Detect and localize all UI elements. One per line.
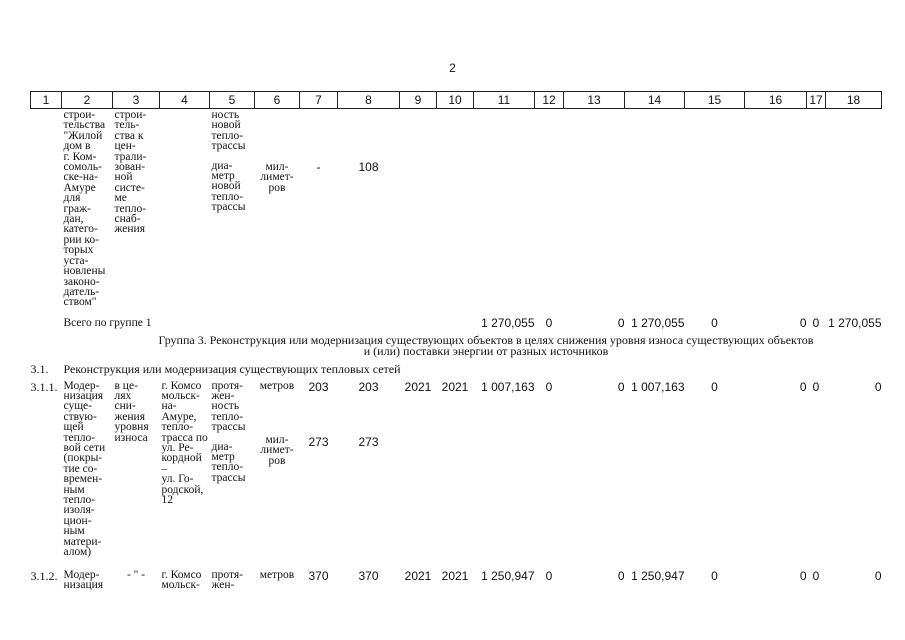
value-7: 370 (308, 568, 329, 583)
section-title: Реконструкция или модернизация существующих тепловых сетей (63, 361, 401, 376)
row-number: 3.1.2. (30, 568, 58, 583)
cost-col-12: 0 (545, 568, 553, 583)
table-row (31, 377, 882, 567)
value-8: 370 (358, 568, 379, 583)
cont-unit: мил- лимет- ров (260, 161, 294, 194)
purpose: - " - (126, 568, 146, 581)
unit: метров (259, 568, 295, 581)
year-start: 2021 (404, 379, 432, 394)
row-number: 3.1.1. (30, 379, 58, 394)
table-row (31, 567, 882, 597)
column-header: 8 (338, 92, 400, 109)
column-header: 13 (564, 92, 625, 109)
cost-col-16: 0 (799, 568, 807, 583)
indicator: протя- жен- (211, 568, 243, 591)
location: г. Комсо мольск- на- Амуре, тепло- трасса по ул. Ре- кордной – ул. Го- родской, 12 (161, 379, 208, 506)
column-header: 3 (113, 92, 160, 109)
cost-col-15: 0 (711, 568, 718, 583)
column-header: 2 (62, 92, 113, 109)
section-number: 3.1. (30, 361, 49, 376)
cost-col-18: 0 (874, 379, 882, 394)
total-col-18: 1 270,055 (828, 316, 882, 330)
column-header: 17 (807, 92, 826, 109)
object-name: Модер- низация (63, 568, 104, 591)
total-col-13: 0 (617, 316, 625, 330)
column-header: 15 (685, 92, 745, 109)
column-header: 12 (535, 92, 564, 109)
cont-object-name: строи- тельства "Жилой дом в г. Ком- сомоль- ске-на- Амуре для граж- дан, катего- рии ко- торых уста- новлены законо- датель- ством" (63, 109, 106, 309)
cont-indicator: ность новой тепло- трассы диа- метр новой тепло- трассы (211, 109, 246, 214)
column-header: 1 (31, 92, 62, 109)
cost-col-17: 0 (812, 568, 820, 583)
total-col-12: 0 (545, 316, 553, 330)
column-header: 14 (625, 92, 685, 109)
purpose: в це- лях сни- жения уровня износа (114, 379, 149, 444)
value-7: 203 273 (308, 379, 329, 449)
column-header: 4 (160, 92, 210, 109)
group-3-title: Группа 3. Реконструкция или модернизация существующих объектов в целях снижения уровня износа существующих объектов и (или) поставки энергии от разных источников (158, 332, 814, 358)
column-number-row (31, 92, 882, 109)
column-header: 6 (255, 92, 300, 109)
column-header: 7 (300, 92, 338, 109)
page-number: 2 (449, 61, 456, 75)
column-header: 5 (210, 92, 255, 109)
year-start: 2021 (404, 568, 432, 583)
section-row (31, 360, 882, 377)
group-total-row (31, 317, 882, 333)
column-header: 16 (745, 92, 807, 109)
cost-col-13: 0 (617, 379, 625, 394)
indicator: протя- жен- ность тепло- трассы диа- метр тепло- трассы (211, 379, 246, 484)
column-header: 10 (437, 92, 474, 109)
location: г. Комсо мольск- (161, 568, 202, 591)
column-header: 9 (400, 92, 437, 109)
continuation-row (31, 109, 882, 317)
object-name: Модер- низация суще- ствую- щей тепло- вой сети (покры- тие со- времен- ным тепло- изоля- цион- ным матери- алом) (63, 379, 106, 558)
year-end: 2021 (441, 379, 469, 394)
column-header: 11 (474, 92, 535, 109)
cost-col-15: 0 (711, 379, 718, 394)
cost-col-11: 1 007,163 (481, 379, 535, 394)
value-8: 203 273 (358, 379, 379, 449)
group-total-label: Всего по группе 1 (63, 316, 152, 329)
cost-col-18: 0 (874, 568, 882, 583)
total-col-11: 1 270,055 (481, 316, 535, 330)
total-col-17: 0 (812, 316, 820, 330)
total-col-15: 0 (711, 316, 718, 330)
total-col-14: 1 270,055 (631, 316, 685, 330)
report-table (30, 91, 882, 597)
year-end: 2021 (441, 568, 469, 583)
cost-col-13: 0 (617, 568, 625, 583)
cost-col-14: 1 250,947 (631, 568, 685, 583)
cost-col-12: 0 (545, 379, 553, 394)
cont-value-8: 108 (358, 160, 379, 174)
unit: метров мил- лимет- ров (259, 379, 295, 467)
column-header: 18 (826, 92, 882, 109)
cost-col-17: 0 (812, 379, 820, 394)
cont-purpose: строи- тель- ства к цен- трали- зован- ной систе- ме тепло- снаб- жения (114, 109, 147, 236)
cost-col-11: 1 250,947 (481, 568, 535, 583)
total-col-16: 0 (799, 316, 807, 330)
cost-col-16: 0 (799, 379, 807, 394)
cont-value-7: - (316, 160, 321, 174)
group-title-row (31, 333, 882, 360)
cost-col-14: 1 007,163 (631, 379, 685, 394)
